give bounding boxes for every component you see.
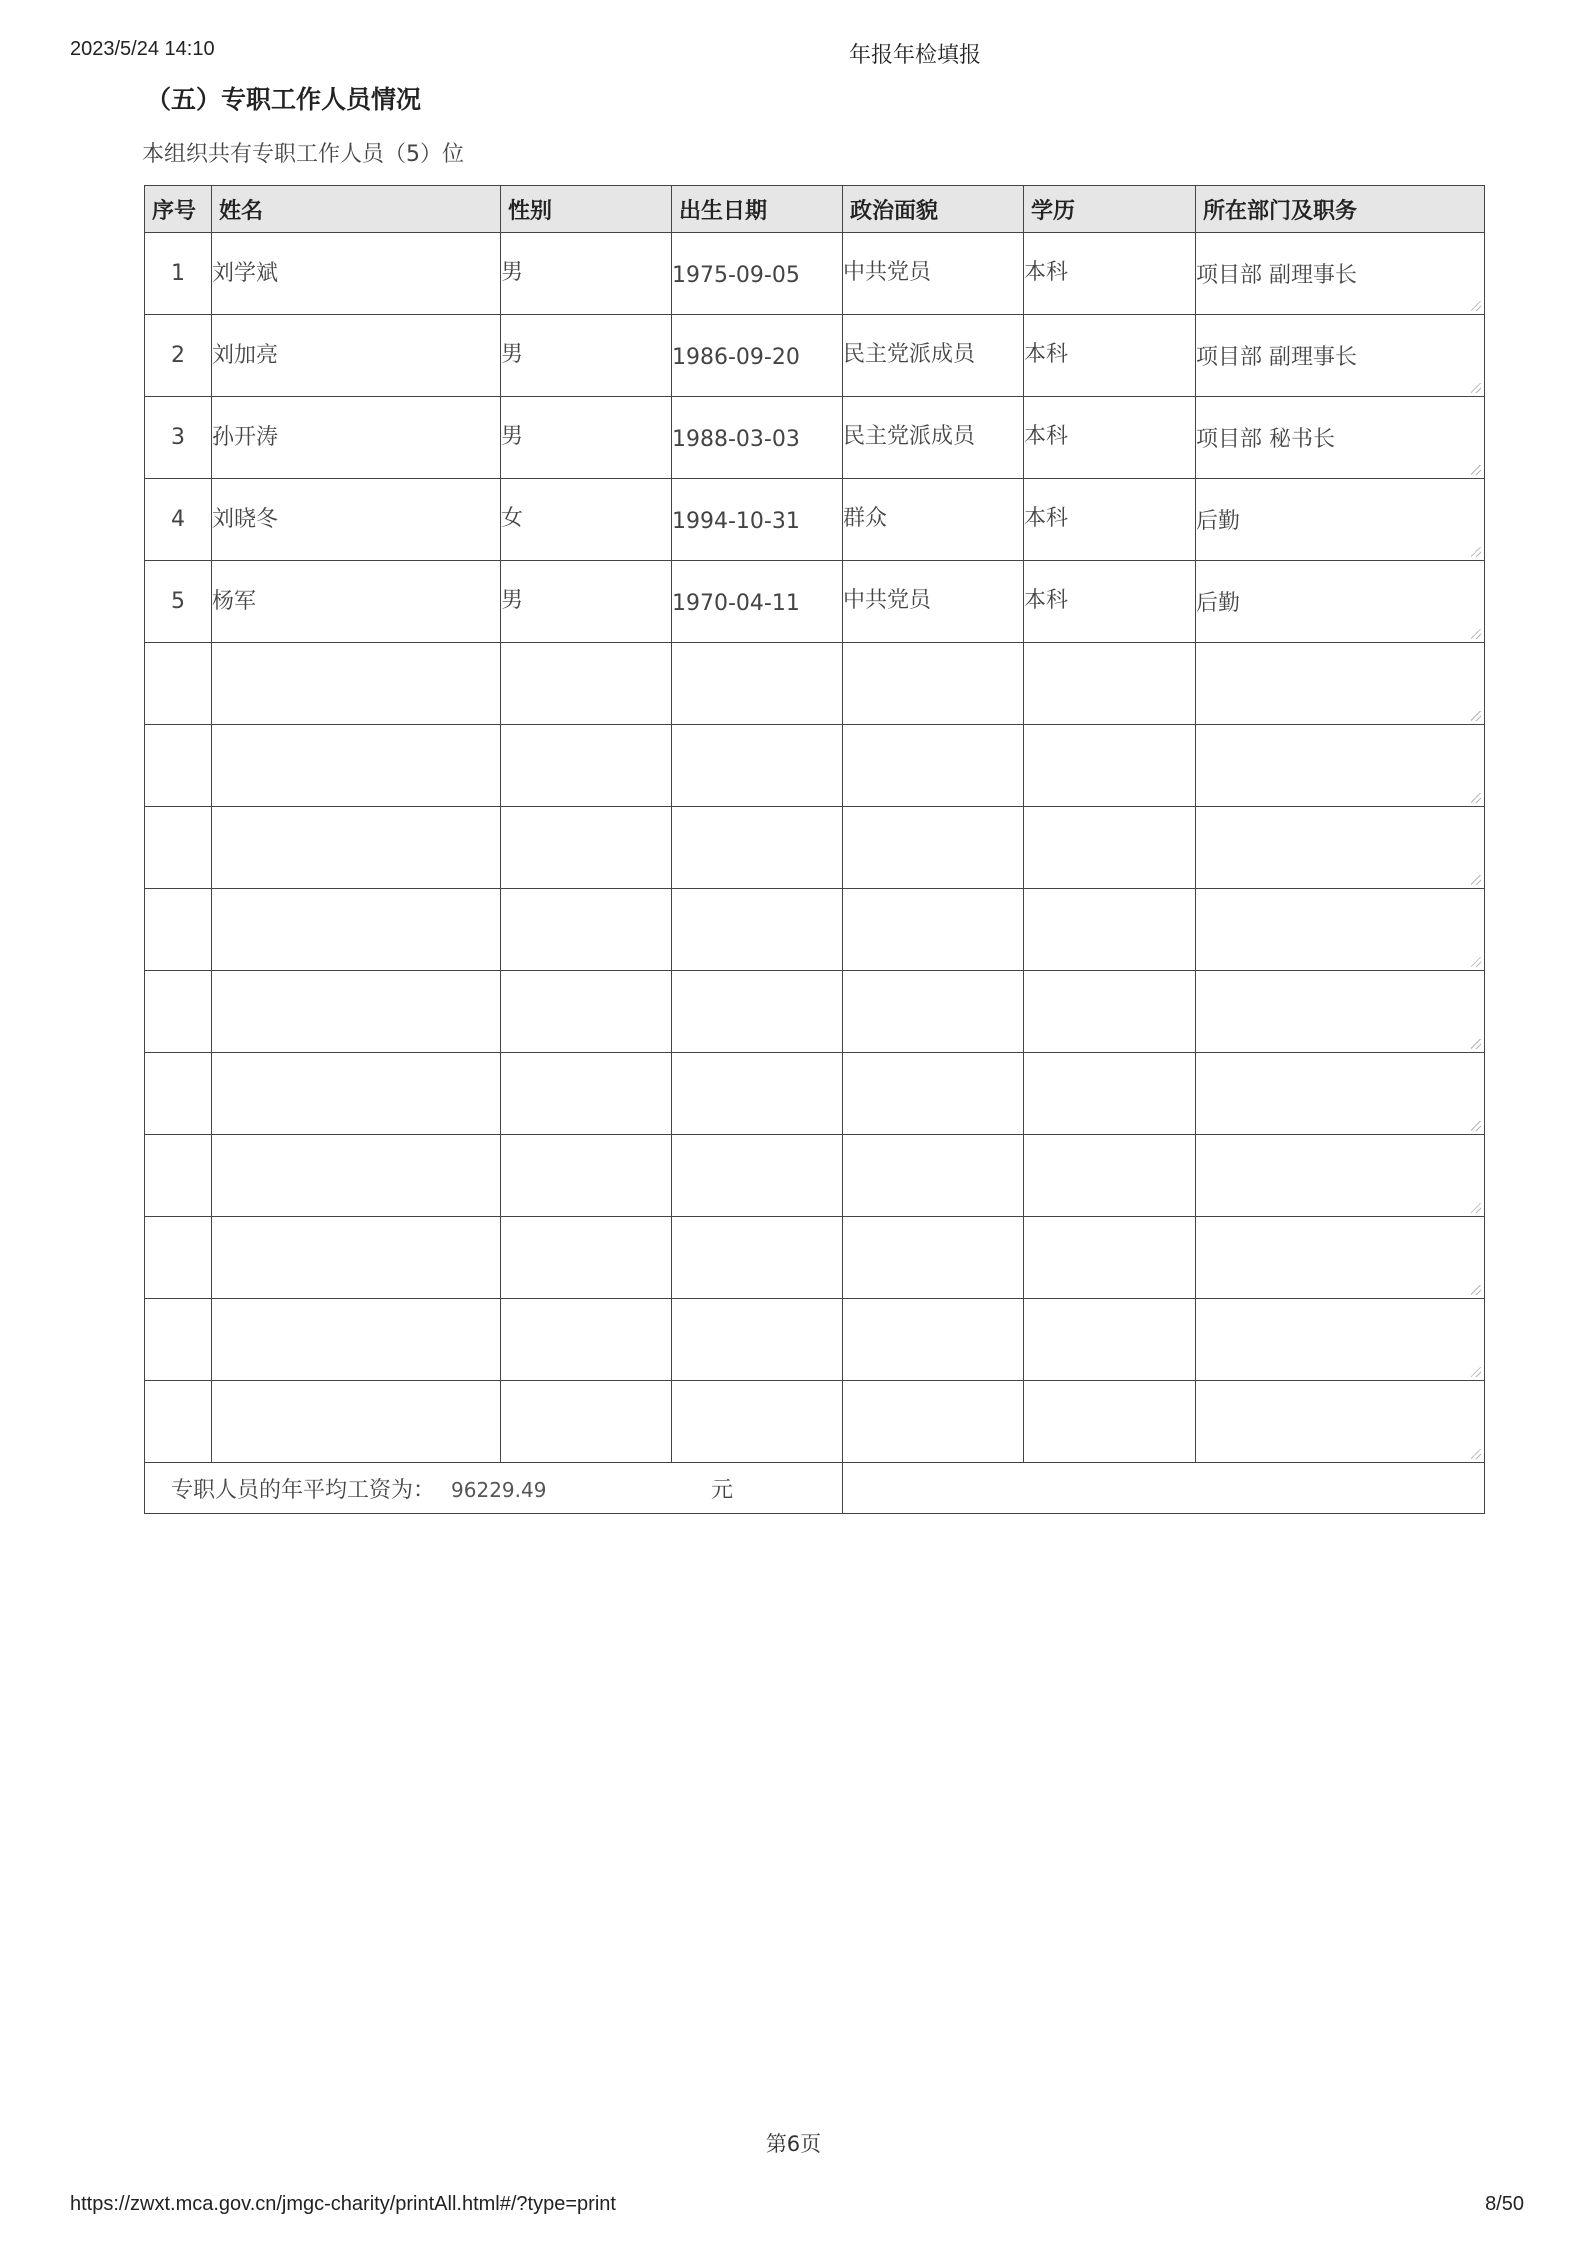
cell-education: [1024, 1053, 1196, 1135]
staff-count-summary: [142, 137, 464, 168]
cell-no: [145, 479, 212, 561]
cell-dept[interactable]: [1196, 971, 1485, 1053]
cell-education: [1024, 479, 1196, 561]
cell-gender: [501, 971, 672, 1053]
cell-birth: [672, 479, 843, 561]
cell-no: [145, 971, 212, 1053]
page-count: 8/50: [1485, 2193, 1524, 2215]
table-row: [145, 725, 1485, 807]
cell-education: [1024, 561, 1196, 643]
cell-birth: [672, 1053, 843, 1135]
cell-birth-text: 1988-03-03: [672, 427, 800, 452]
cell-gender: [501, 1135, 672, 1217]
cell-dept[interactable]: [1196, 561, 1485, 643]
cell-name-text: 刘晓冬: [212, 507, 279, 532]
section-title: （五）专职工作人员情况: [146, 85, 422, 114]
cell-political: [843, 643, 1024, 725]
cell-political: [843, 725, 1024, 807]
table-row: [145, 561, 1485, 643]
cell-dept[interactable]: [1196, 315, 1485, 397]
cell-dept[interactable]: [1196, 397, 1485, 479]
cell-birth-text: 1975-09-05: [672, 263, 800, 288]
col-header-dept: 所在部门及职务: [1196, 186, 1485, 233]
cell-no: [145, 1135, 212, 1217]
cell-political-text: 中共党员: [843, 588, 932, 613]
cell-no-text: 3: [171, 425, 185, 450]
salary-row: [145, 1463, 1485, 1514]
cell-dept[interactable]: [1196, 233, 1485, 315]
cell-name[interactable]: [212, 889, 501, 971]
cell-birth: [672, 561, 843, 643]
cell-name[interactable]: [212, 1217, 501, 1299]
table-row: [145, 971, 1485, 1053]
cell-education: [1024, 643, 1196, 725]
cell-no-text: 4: [171, 507, 185, 532]
table-row: [145, 807, 1485, 889]
cell-name[interactable]: [212, 561, 501, 643]
cell-gender: [501, 1053, 672, 1135]
cell-dept[interactable]: [1196, 807, 1485, 889]
cell-birth: [672, 233, 843, 315]
cell-gender: [501, 315, 672, 397]
resize-handle-icon[interactable]: [1471, 1121, 1481, 1131]
cell-gender-text: 男: [501, 260, 524, 285]
cell-no: [145, 1299, 212, 1381]
cell-dept[interactable]: [1196, 1381, 1485, 1463]
cell-education-text: 本科: [1024, 506, 1069, 531]
cell-birth: [672, 1299, 843, 1381]
cell-name[interactable]: [212, 479, 501, 561]
table-row: [145, 1299, 1485, 1381]
cell-political: [843, 1217, 1024, 1299]
page-url: https://zwxt.mca.gov.cn/jmgc-charity/printAll.html#/?type=print: [70, 2193, 616, 2215]
cell-political: [843, 561, 1024, 643]
cell-no: [145, 315, 212, 397]
col-header-no: 序号: [145, 186, 212, 233]
table-row: [145, 233, 1485, 315]
cell-birth-text: 1970-04-11: [672, 591, 800, 616]
cell-birth-text: 1994-10-31: [672, 509, 800, 534]
resize-handle-icon[interactable]: [1471, 957, 1481, 967]
cell-gender: [501, 561, 672, 643]
cell-political: [843, 1053, 1024, 1135]
cell-dept[interactable]: [1196, 479, 1485, 561]
col-header-education: 学历: [1024, 186, 1196, 233]
cell-gender-text: 女: [501, 506, 524, 531]
cell-name[interactable]: [212, 233, 501, 315]
cell-political: [843, 1135, 1024, 1217]
print-datetime: 2023/5/24 14:10: [70, 38, 215, 60]
cell-education: [1024, 971, 1196, 1053]
cell-name[interactable]: [212, 315, 501, 397]
cell-no: [145, 1053, 212, 1135]
cell-birth: [672, 1135, 843, 1217]
cell-birth: [672, 643, 843, 725]
cell-name[interactable]: [212, 1381, 501, 1463]
cell-political: [843, 233, 1024, 315]
cell-dept-text: 后勤: [1196, 591, 1241, 616]
cell-birth: [672, 1217, 843, 1299]
cell-political: [843, 397, 1024, 479]
cell-gender: [501, 725, 672, 807]
resize-handle-icon[interactable]: [1471, 711, 1481, 721]
table-row: [145, 397, 1485, 479]
summary-prefix: 本组织共有专职工作人员（: [142, 142, 407, 167]
cell-name[interactable]: [212, 643, 501, 725]
table-row: [145, 315, 1485, 397]
cell-no: [145, 397, 212, 479]
col-header-name: 姓名: [212, 186, 501, 233]
cell-no-text: 2: [171, 343, 185, 368]
cell-gender-text: 男: [501, 588, 524, 613]
cell-education: [1024, 1299, 1196, 1381]
cell-gender: [501, 233, 672, 315]
cell-political-text: 中共党员: [843, 260, 932, 285]
cell-education: [1024, 233, 1196, 315]
staff-table: [144, 185, 1485, 1514]
resize-handle-icon[interactable]: [1471, 1203, 1481, 1213]
resize-handle-icon[interactable]: [1471, 1039, 1481, 1049]
cell-birth: [672, 315, 843, 397]
table-row: [145, 479, 1485, 561]
cell-dept[interactable]: [1196, 1217, 1485, 1299]
cell-no: [145, 889, 212, 971]
cell-gender: [501, 807, 672, 889]
cell-education-text: 本科: [1024, 588, 1069, 613]
cell-gender-text: 男: [501, 342, 524, 367]
resize-handle-icon[interactable]: [1471, 875, 1481, 885]
cell-political: [843, 315, 1024, 397]
resize-handle-icon[interactable]: [1471, 1367, 1481, 1377]
cell-no: [145, 807, 212, 889]
cell-gender: [501, 1217, 672, 1299]
col-header-birth: 出生日期: [672, 186, 843, 233]
cell-dept[interactable]: [1196, 1053, 1485, 1135]
cell-name[interactable]: [212, 1299, 501, 1381]
cell-name-text: 孙开涛: [212, 425, 279, 450]
cell-gender: [501, 889, 672, 971]
cell-gender: [501, 479, 672, 561]
cell-education: [1024, 725, 1196, 807]
cell-education: [1024, 889, 1196, 971]
cell-birth: [672, 889, 843, 971]
cell-political: [843, 479, 1024, 561]
cell-no: [145, 643, 212, 725]
cell-no-text: 1: [171, 261, 185, 286]
table-row: [145, 1381, 1485, 1463]
page-number: 第6页: [765, 2132, 822, 2156]
cell-education: [1024, 1381, 1196, 1463]
table-row: [145, 1217, 1485, 1299]
cell-education: [1024, 1217, 1196, 1299]
cell-no: [145, 233, 212, 315]
cell-birth: [672, 807, 843, 889]
resize-handle-icon[interactable]: [1471, 1285, 1481, 1295]
resize-handle-icon[interactable]: [1471, 301, 1481, 311]
table-header-row: [145, 186, 1485, 233]
col-header-gender: 性别: [501, 186, 672, 233]
resize-handle-icon[interactable]: [1471, 793, 1481, 803]
cell-name[interactable]: [212, 397, 501, 479]
cell-dept-text: 项目部 副理事长: [1196, 345, 1357, 370]
cell-education-text: 本科: [1024, 342, 1069, 367]
cell-education-text: 本科: [1024, 424, 1069, 449]
cell-name[interactable]: [212, 971, 501, 1053]
cell-birth: [672, 1381, 843, 1463]
cell-name[interactable]: [212, 725, 501, 807]
cell-gender-text: 男: [501, 424, 524, 449]
cell-birth: [672, 971, 843, 1053]
table-row: [145, 643, 1485, 725]
cell-political-text: 民主党派成员: [843, 424, 976, 449]
cell-birth: [672, 397, 843, 479]
cell-name-text: 杨军: [212, 589, 257, 614]
resize-handle-icon[interactable]: [1471, 465, 1481, 475]
cell-dept-text: 后勤: [1196, 509, 1241, 534]
cell-name[interactable]: [212, 1053, 501, 1135]
cell-no: [145, 725, 212, 807]
cell-education: [1024, 397, 1196, 479]
cell-education: [1024, 807, 1196, 889]
salary-unit: 元: [711, 1477, 734, 1503]
cell-name-text: 刘加亮: [212, 343, 279, 368]
cell-political: [843, 807, 1024, 889]
table-row: [145, 1053, 1485, 1135]
cell-dept[interactable]: [1196, 1299, 1485, 1381]
salary-label: 专职人员的年平均工资为：: [171, 1477, 436, 1503]
cell-political: [843, 889, 1024, 971]
salary-blank-cell: [843, 1463, 1485, 1514]
salary-cell: [145, 1463, 843, 1514]
cell-education-text: 本科: [1024, 260, 1069, 285]
cell-dept[interactable]: [1196, 1135, 1485, 1217]
resize-handle-icon[interactable]: [1471, 1449, 1481, 1459]
cell-name-text: 刘学斌: [212, 261, 279, 286]
cell-no: [145, 1381, 212, 1463]
col-header-political: 政治面貌: [843, 186, 1024, 233]
cell-political-text: 民主党派成员: [843, 342, 976, 367]
cell-political: [843, 971, 1024, 1053]
cell-dept[interactable]: [1196, 889, 1485, 971]
cell-gender: [501, 397, 672, 479]
cell-gender: [501, 643, 672, 725]
cell-education: [1024, 315, 1196, 397]
cell-gender: [501, 1381, 672, 1463]
salary-value: 96229.49: [451, 1477, 547, 1502]
summary-suffix: ）位: [420, 142, 465, 167]
cell-no: [145, 561, 212, 643]
cell-dept[interactable]: [1196, 643, 1485, 725]
cell-political-text: 群众: [843, 506, 888, 531]
cell-birth-text: 1986-09-20: [672, 345, 800, 370]
cell-education: [1024, 1135, 1196, 1217]
table-row: [145, 1135, 1485, 1217]
cell-political: [843, 1381, 1024, 1463]
cell-political: [843, 1299, 1024, 1381]
cell-gender: [501, 1299, 672, 1381]
cell-name[interactable]: [212, 807, 501, 889]
staff-count: 5: [406, 142, 421, 167]
resize-handle-icon[interactable]: [1471, 383, 1481, 393]
cell-name[interactable]: [212, 1135, 501, 1217]
table-row: [145, 889, 1485, 971]
cell-no: [145, 1217, 212, 1299]
cell-dept-text: 项目部 副理事长: [1196, 263, 1357, 288]
cell-dept-text: 项目部 秘书长: [1196, 427, 1335, 452]
cell-no-text: 5: [171, 589, 185, 614]
cell-dept[interactable]: [1196, 725, 1485, 807]
document-title: 年报年检填报: [848, 43, 981, 68]
resize-handle-icon[interactable]: [1471, 547, 1481, 557]
cell-birth: [672, 725, 843, 807]
resize-handle-icon[interactable]: [1471, 629, 1481, 639]
